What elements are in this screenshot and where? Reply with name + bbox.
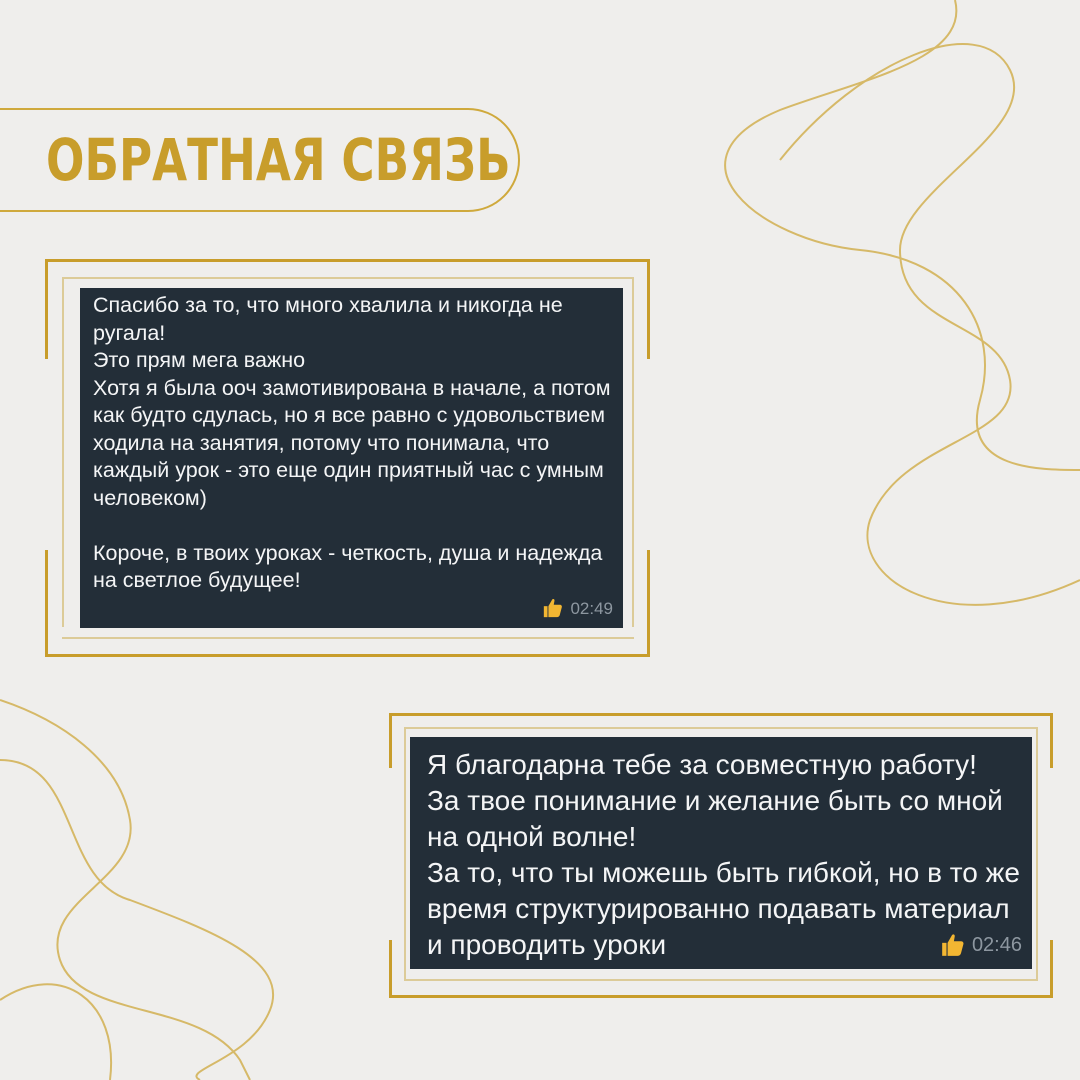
review-text-2: Я благодарна тебе за совместную работу! За твое понимание и желание быть со мной на одной волне! За то, что ты можешь быть гибкой, но в то же время структурированно подавать материал и проводить уроки <box>427 749 1020 960</box>
thumbs-up-icon <box>542 597 564 619</box>
thumbs-up-icon <box>940 932 966 958</box>
review-text-1: Спасибо за то, что много хвалила и никогда не ругала! Это прям мега важно Хотя я была ооч замотивирована в начале, а потом как будто сдулась, но я все равно с удовольствием ходила на занятия, потому что понимала, что каждый урок - это еще один приятный час с умным человеком) Короче, в твоих уроках - четкость, душа и надежда на светлое будущее! <box>93 293 611 592</box>
page-title: ОБРАТНАЯ СВЯЗЬ <box>46 126 511 194</box>
message-meta-2 <box>940 927 1022 963</box>
review-card-1 <box>80 288 623 628</box>
message-time-1: 02:49 <box>570 598 613 618</box>
message-meta-1 <box>542 595 613 623</box>
message-time-2: 02:46 <box>971 934 1022 956</box>
review-card-2 <box>410 737 1032 969</box>
